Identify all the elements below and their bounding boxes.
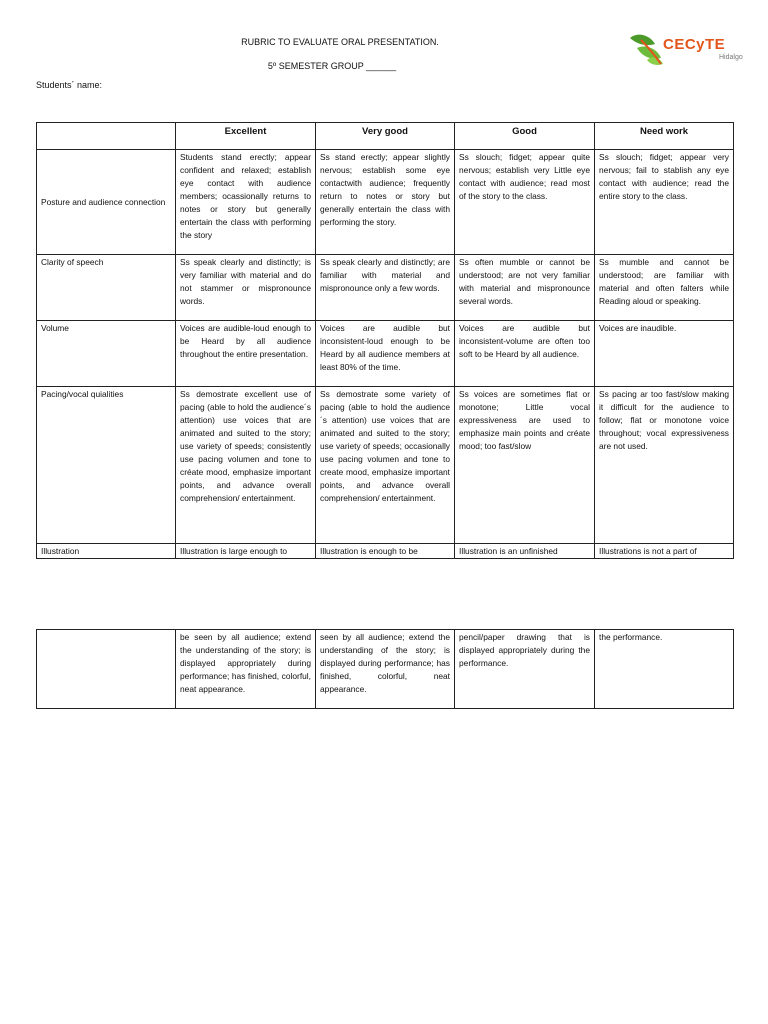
criterion-cell: Pacing/vocal quialities (37, 387, 176, 544)
rubric-cell: Illustration is enough to be (316, 544, 455, 559)
criterion-cell: Clarity of speech (37, 255, 176, 321)
group-line: 5º SEMESTER GROUP ______ (267, 61, 397, 71)
document-title: RUBRIC TO EVALUATE ORAL PRESENTATION. (241, 37, 439, 47)
rubric-header-row (37, 123, 734, 150)
rubric-cell: Voices are audible but inconsistent-volume are often too soft to be Heard by all audience. (455, 321, 595, 387)
rubric-cell: Ss voices are sometimes flat or monotone; Little vocal expressiveness are used to emphasize main points and créate mood; too fast/slow (455, 387, 595, 544)
rubric-cell: Voices are audible-loud enough to be Heard by all audience throughout the entire presentation. (176, 321, 316, 387)
header-criterion (37, 123, 176, 150)
rubric-cell: Ss pacing ar too fast/slow making it difficult for the audience to follow; flat or monotone voice throughout; vocal expressiveness are not used. (595, 387, 734, 544)
table-row (37, 387, 734, 544)
rubric-table (36, 122, 734, 559)
criterion-cell: Illustration (37, 544, 176, 559)
table-row (37, 630, 734, 709)
rubric-cell: Ss demostrate excellent use of pacing (able to hold the audience´s attention) use voices that are animated and suited to the story; use variety of speeds; consistently use pacing volumen and tone to créate mood, emphasize important points, and advance overall comprehension/ entertainment. (176, 387, 316, 544)
rubric-cell: Ss demostrate some variety of pacing (able to hold the audience´s attention) use voices that are animated and suited to the story; use variety of speeds; occasionally use pacing volumen and tone to create mood, emphasize important points, and advance overall comprehension/ entertainment. (316, 387, 455, 544)
rubric-cell: Ss slouch; fidget; appear very nervous; fail to stablish any eye contact with audience; read the entire story to the class. (595, 150, 734, 255)
rubric-cell: seen by all audience; extend the understanding of the story; is displayed during performance; has finished, colorful, neat appearance. (316, 630, 455, 709)
rubric-cell: pencil/paper drawing that is displayed appropriately during the performance. (455, 630, 595, 709)
rubric-cell: the performance. (595, 630, 734, 709)
rubric-table-continuation (36, 629, 734, 709)
table-row (37, 255, 734, 321)
rubric-cell: Ss speak clearly and distinctly; is very familiar with material and do not stammer or mispronounce words. (176, 255, 316, 321)
header-need-work: Need work (595, 123, 734, 150)
criterion-cell: Posture and audience connection (37, 150, 176, 255)
rubric-cell: Illustrations is not a part of (595, 544, 734, 559)
logo-subtext: Hidalgo (719, 54, 743, 61)
students-name-label: Students´ name: (36, 80, 103, 90)
header-good: Good (455, 123, 595, 150)
rubric-cell: Ss often mumble or cannot be understood; are not very familiar with material and mispronounce several words. (455, 255, 595, 321)
header-excellent: Excellent (176, 123, 316, 150)
rubric-cell: Ss slouch; fidget; appear quite nervous; establish very Little eye contact with audience; read most of the story to the class. (455, 150, 595, 255)
rubric-cell: Ss mumble and cannot be understood; are familiar with material and often falters while Reading aloud or speaking. (595, 255, 734, 321)
table-row (37, 321, 734, 387)
rubric-cell: Ss stand erectly; appear slightly nervous; establish some eye contactwith audience; frequently return to notes or story but generally entertain the class with performing the story. (316, 150, 455, 255)
rubric-cell: Voices are inaudible. (595, 321, 734, 387)
rubric-cell: Illustration is an unfinished (455, 544, 595, 559)
rubric-cell: Illustration is large enough to (176, 544, 316, 559)
rubric-cell: Students stand erectly; appear confident and relaxed; establish eye contact with audience members; ocassionally returns to notes or story but generally entertain the class with performing the story (176, 150, 316, 255)
table-row (37, 150, 734, 255)
rubric-cell: be seen by all audience; extend the understanding of the story; is displayed appropriately during performance; has finished, colorful, neat appearance. (176, 630, 316, 709)
criterion-cell: Volume (37, 321, 176, 387)
logo-text: CECyTE (663, 36, 726, 53)
rubric-cell: Voices are audible but inconsistent-loud enough to be Heard by all audience members at least 80% of the time. (316, 321, 455, 387)
criterion-cell (37, 630, 176, 709)
rubric-cell: Ss speak clearly and distinctly; are familiar with material and mispronounce only a few words. (316, 255, 455, 321)
header-very-good: Very good (316, 123, 455, 150)
table-row (37, 544, 734, 559)
cecyte-logo (627, 30, 743, 70)
